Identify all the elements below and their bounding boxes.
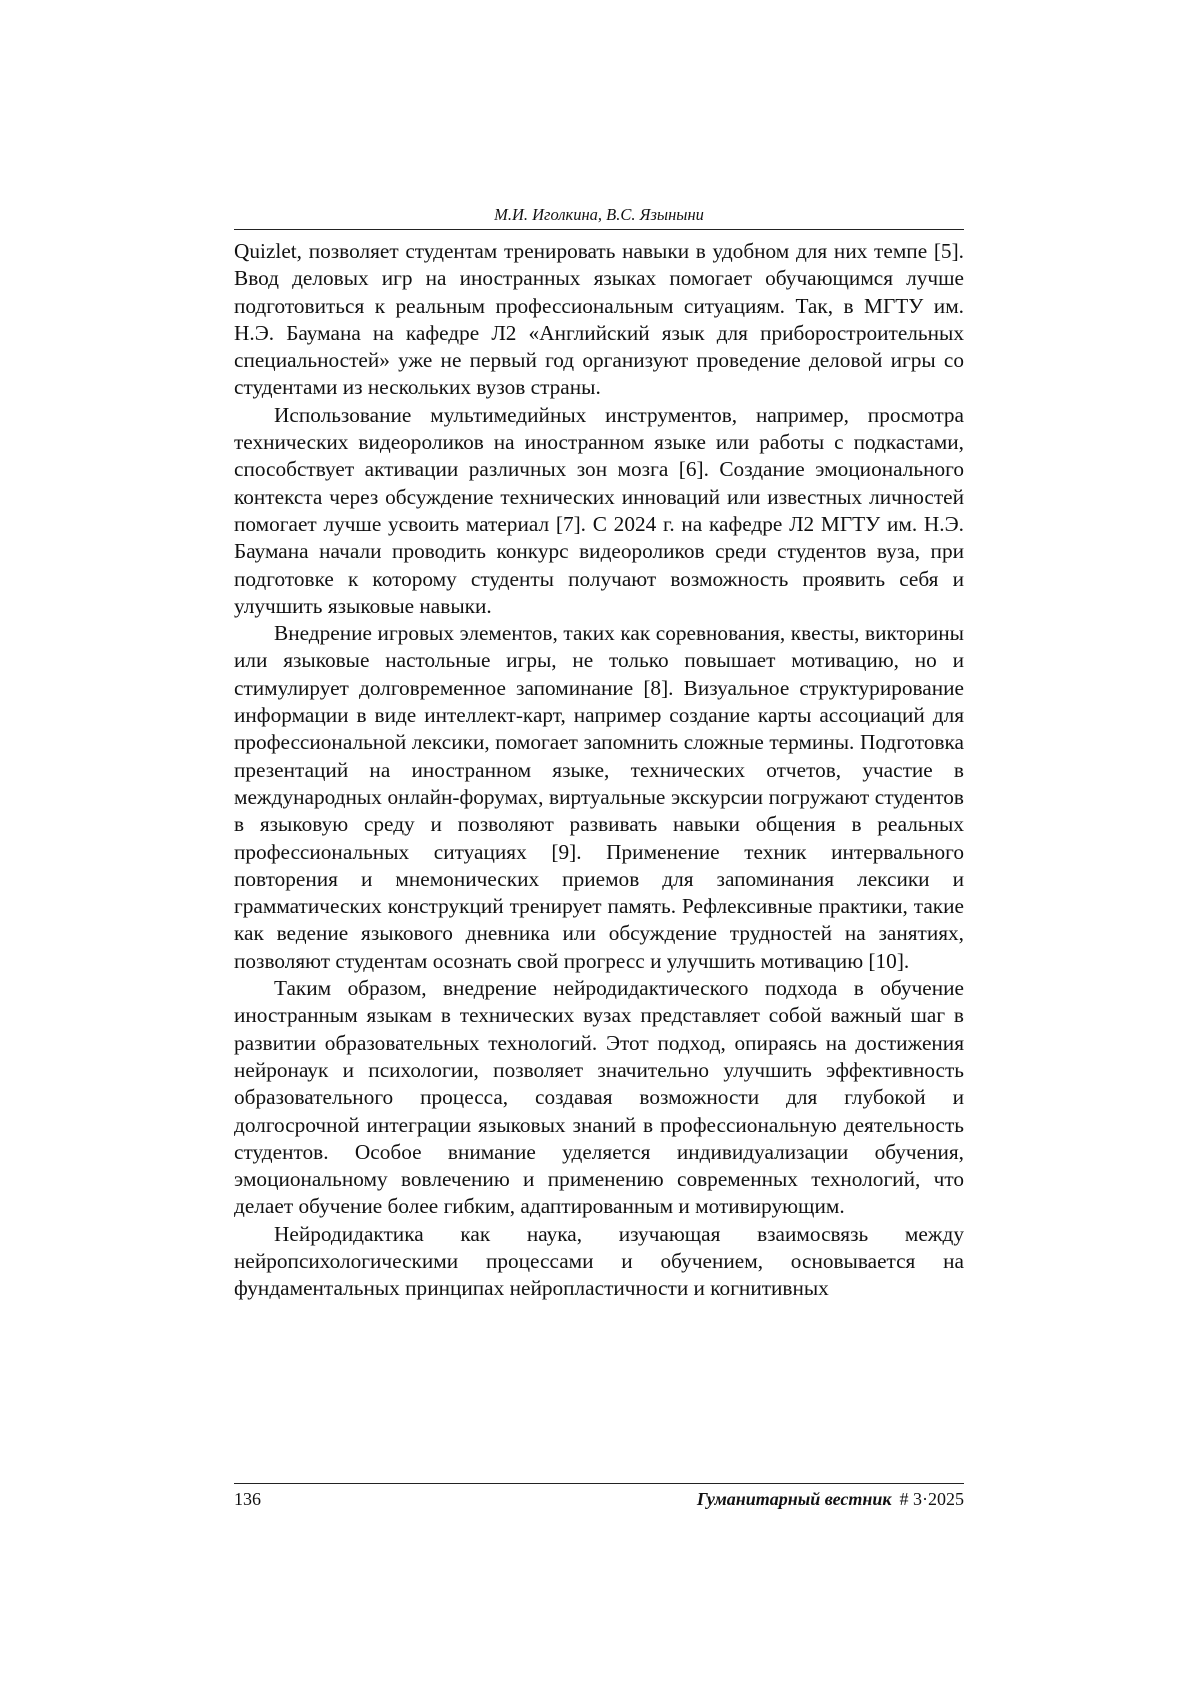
article-body [234, 238, 964, 1303]
paragraph-2: Использование мультимедийных инструментов, например, просмотра технических видеороликов на иностранном языке или работы с подкастами, способствует активации различных зон мозга [6]. Создание эмоционального контекста через обсуждение технических инноваций или известных личностей помогает лучше усвоить материал [7]. С 2024 г. на кафедре Л2 МГТУ им. Н.Э. Баумана начали проводить конкурс видеороликов среди студентов вуза, при подготовке к которому студенты получают возможность проявить себя и улучшить языковые навыки. [234, 402, 964, 618]
running-head: М.И. Иголкина, В.С. Языныни [234, 204, 964, 230]
page-footer [234, 1483, 964, 1511]
paragraph-5: Нейродидактика как наука, изучающая взаимосвязь между нейропсихологическими процессами и обучением, основывается на фундаментальных принципах нейропластичности и когнитивных [234, 1221, 964, 1301]
journal-title: Гуманитарный вестник [696, 1489, 892, 1509]
page-content [234, 204, 964, 1303]
paragraph-3: Внедрение игровых элементов, таких как соревнования, квесты, викторины или языковые настольные игры, не только повышает мотивацию, но и стимулирует долговременное запоминание [8]. Визуальное структурирование информации в виде интеллект-карт, например создание карты ассоциаций для профессиональной лексики, помогает запомнить сложные термины. Подготовка презентаций на иностранном языке, технических отчетов, участие в международных онлайн-форумах, виртуальные экскурсии погружают студентов в языковую среду и позволяют развивать навыки общения в реальных профессиональных ситуациях [9]. Применение техник интервального повторения и мнемонических приемов для запоминания лексики и грамматических конструкций тренирует память. Рефлексивные практики, такие как ведение языкового дневника или обсуждение трудностей на занятиях, позволяют студентам осознать свой прогресс и улучшить мотивацию [10]. [234, 621, 964, 973]
journal-issue: # 3·2025 [899, 1489, 964, 1509]
paragraph-4: Таким образом, внедрение нейродидактического подхода в обучение иностранным языкам в технических вузах представляет собой важный шаг в развитии образовательных технологий. Этот подход, опираясь на достижения нейронаук и психологии, позволяет значительно улучшить эффективность образовательного процесса, создавая возможности для глубокой и долгосрочной интеграции языковых знаний в профессиональную деятельность студентов. Особое внимание уделяется индивидуализации обучения, эмоциональному вовлечению и применению современных технологий, что делает обучение более гибким, адаптированным и мотивирующим. [234, 976, 964, 1219]
page-number: 136 [234, 1489, 261, 1509]
journal-info [697, 1487, 964, 1511]
paragraph-1: Quizlet, позволяет студентам тренировать навыки в удобном для них темпе [5]. Ввод деловых игр на иностранных языках помогает обучающимся лучше подготовиться к реальным профессиональным ситуациям. Так, в МГТУ им. Н.Э. Баумана на кафедре Л2 «Английский язык для приборостроительных специальностей» уже не первый год организуют проведение деловой игры со студентами из нескольких вузов страны. [234, 239, 964, 400]
